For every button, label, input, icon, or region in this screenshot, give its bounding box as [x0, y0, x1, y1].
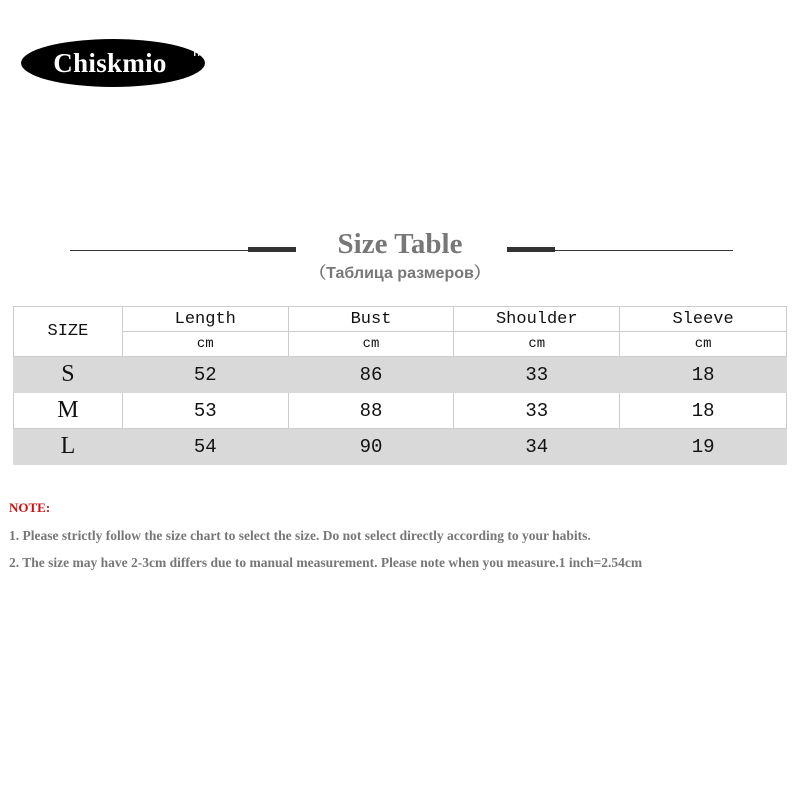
trademark-mark: TM — [192, 48, 205, 58]
unit-sleeve: cm — [620, 332, 787, 357]
note-item: 1. Please strictly follow the size chart to select the size. Do not select directly according to your habits. — [9, 528, 591, 543]
value-cell: 18 — [620, 393, 787, 429]
title-rule-right — [555, 250, 733, 251]
title-rule-left — [70, 250, 248, 251]
note-item: 2. The size may have 2-3cm differs due to manual measurement. Please note when you measure.1 inch=2.54cm — [9, 555, 643, 570]
value-cell: 90 — [288, 429, 454, 465]
value-cell: 19 — [620, 429, 787, 465]
table-row — [14, 429, 787, 465]
size-table — [13, 306, 787, 465]
logo-text: Chiskmio — [53, 47, 167, 78]
column-header-sleeve: Sleeve — [620, 307, 787, 332]
table-row — [14, 393, 787, 429]
table-row — [14, 357, 787, 393]
column-header-bust: Bust — [288, 307, 454, 332]
column-header-shoulder: Shoulder — [454, 307, 620, 332]
table-header-row — [14, 307, 787, 332]
value-cell: 18 — [620, 357, 787, 393]
value-cell: 88 — [288, 393, 454, 429]
unit-bust: cm — [288, 332, 454, 357]
value-cell: 52 — [122, 357, 288, 393]
size-cell: M — [14, 393, 123, 429]
title-rule-right-bold — [507, 247, 555, 252]
value-cell: 34 — [454, 429, 620, 465]
size-cell: L — [14, 429, 123, 465]
size-cell: S — [14, 357, 123, 393]
brand-logo — [20, 38, 206, 88]
note-label: NOTE: — [9, 500, 51, 515]
unit-shoulder: cm — [454, 332, 620, 357]
page-title: Size Table — [337, 228, 463, 260]
table-unit-row — [14, 332, 787, 357]
value-cell: 86 — [288, 357, 454, 393]
value-cell: 54 — [122, 429, 288, 465]
value-cell: 33 — [454, 357, 620, 393]
page-subtitle: （Таблица размеров） — [310, 265, 490, 282]
value-cell: 53 — [122, 393, 288, 429]
column-header-length: Length — [122, 307, 288, 332]
title-rule-left-bold — [248, 247, 296, 252]
value-cell: 33 — [454, 393, 620, 429]
unit-length: cm — [122, 332, 288, 357]
size-column-header: SIZE — [14, 307, 123, 357]
